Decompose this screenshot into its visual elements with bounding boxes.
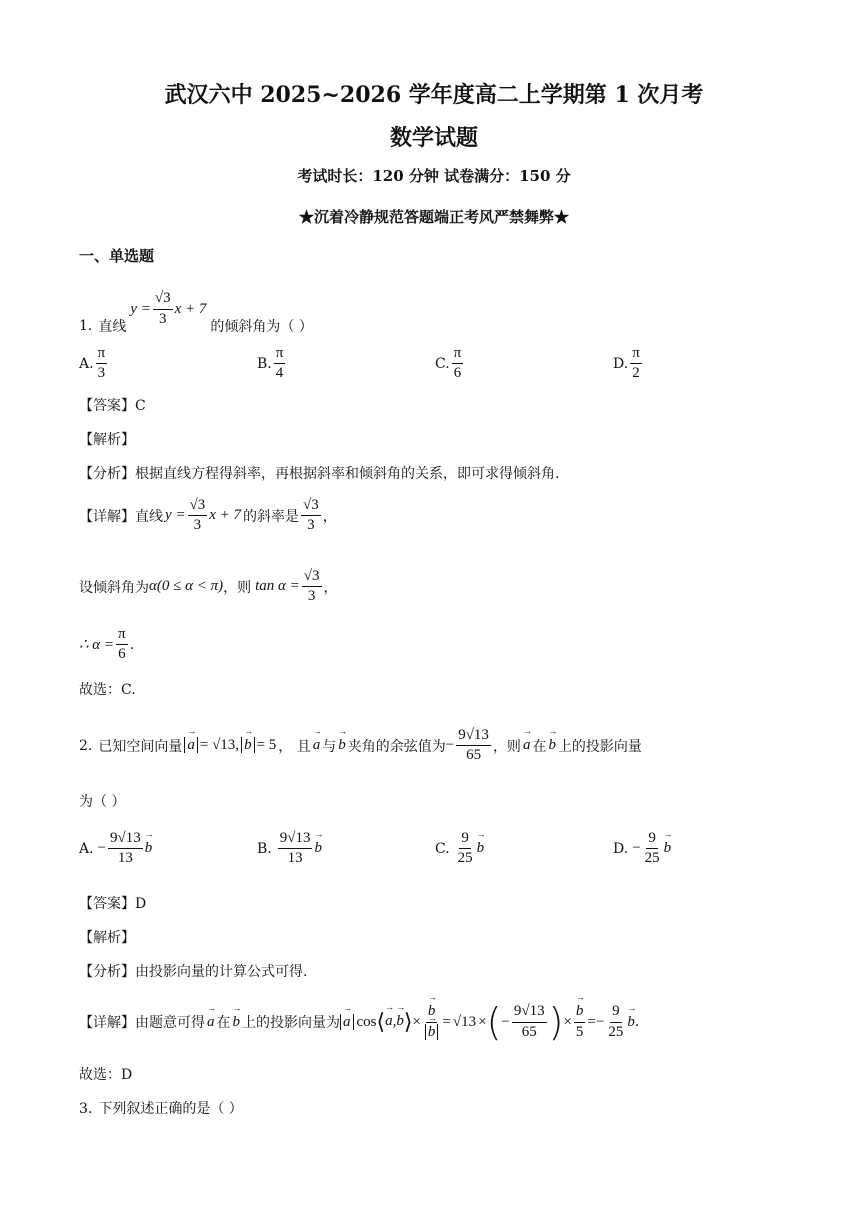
fraction-den: 3: [193, 517, 202, 534]
option-fraction: [456, 830, 475, 868]
option-b[interactable]: [257, 830, 435, 868]
fraction-den: 2: [632, 365, 640, 382]
analysis-tag: 【解析】: [79, 930, 135, 946]
option-fraction: [278, 830, 313, 868]
question-text: 与: [322, 738, 337, 755]
option-fraction: [643, 830, 662, 868]
question-text: 直线: [98, 319, 127, 335]
question-text: 上的投影向量: [557, 738, 642, 755]
fraction-num: π: [96, 345, 108, 364]
question-text: 已知空间向量: [98, 738, 183, 755]
norm-value: = 5: [256, 737, 277, 754]
tan-expression: tan α =: [255, 578, 300, 595]
option-fraction: [96, 345, 108, 383]
fraction-num: √3: [301, 497, 321, 516]
q1-options: [79, 345, 779, 383]
option-label: A.: [79, 840, 94, 857]
line-equation: [130, 290, 206, 328]
detail-text: 的斜率是: [243, 508, 300, 525]
option-c[interactable]: [435, 345, 613, 383]
option-sign: −: [632, 840, 641, 857]
option-sign: −: [97, 840, 107, 857]
eq-lhs: y =: [130, 300, 151, 317]
vector-b: → b: [548, 737, 556, 754]
vector-b: → b: [627, 1014, 635, 1031]
result-fraction: [606, 1003, 625, 1041]
option-d[interactable]: [613, 830, 773, 868]
vector-b: → b: [477, 840, 485, 857]
equals-sign: =: [587, 1013, 596, 1030]
question-text: ， 且: [278, 738, 311, 755]
vector-a-norm: → a: [184, 737, 198, 754]
answer-line: 【答案】D: [79, 896, 147, 912]
punctuation: .: [129, 636, 135, 653]
vector-b: → b: [145, 840, 153, 857]
therefore-expression: ∴ α =: [79, 637, 115, 654]
fraction-num: √3: [188, 497, 208, 516]
cos-fraction: [456, 727, 491, 765]
question-2-stem: [79, 727, 642, 765]
q2-detail-line: [79, 992, 639, 1052]
vector-a: → a: [313, 737, 321, 754]
fraction-num: 9√13: [456, 727, 491, 746]
option-c[interactable]: [435, 830, 613, 868]
fraction-num: 9: [610, 1003, 622, 1022]
fraction-num: π: [116, 626, 128, 645]
detail-text: ，则: [223, 579, 252, 596]
option-fraction: [630, 345, 642, 383]
question-text: 夹角的余弦值为: [347, 738, 446, 755]
q2-options: [79, 830, 779, 868]
vector-b: → b: [338, 737, 346, 754]
question-number: 3.: [79, 1101, 93, 1117]
slope-fraction: [301, 497, 321, 535]
detail-text: 【详解】直线: [79, 508, 163, 525]
minus-sign: −: [445, 737, 455, 754]
fraction-den: 3: [307, 517, 315, 534]
sqrt-value: √13: [452, 1013, 477, 1030]
times-sign: ×: [563, 1013, 572, 1030]
question-text: 在: [532, 738, 547, 755]
result-fraction: [116, 626, 128, 664]
choose-line: 故选：D: [79, 1067, 133, 1083]
option-fraction: [274, 345, 286, 383]
option-label: B.: [257, 840, 272, 857]
question-number: 1.: [79, 318, 93, 334]
fraction-den: 6: [453, 365, 462, 382]
question-number: 2.: [79, 737, 93, 754]
fraction-den: 3: [307, 588, 316, 605]
fraction-den: 25: [644, 850, 660, 867]
detail-text: 在: [216, 1015, 231, 1031]
question-text: ，则: [492, 738, 521, 755]
b-over-5-fraction: → $\frac{b}{5}$: [574, 1003, 586, 1041]
option-label: C.: [435, 840, 450, 857]
fraction-den: 13: [117, 850, 133, 867]
vector-b-norm: → b: [241, 737, 255, 754]
option-label: D.: [613, 840, 629, 857]
minus-sign: −: [501, 1013, 510, 1030]
fraction-num: 9: [459, 830, 471, 849]
vector-b: → b: [314, 840, 322, 857]
fraction-den: 25: [608, 1023, 624, 1040]
tan-fraction: [302, 568, 322, 606]
cos-text: cos: [356, 1013, 377, 1030]
section-heading: 一、单选题: [79, 247, 155, 265]
fraction-num: π: [630, 345, 642, 364]
therefore-line: [79, 626, 134, 664]
answer-line: 【答案】C: [79, 398, 146, 414]
punctuation: ，: [322, 508, 337, 525]
exam-title: 武汉六中 2025~2026 学年度高二上学期第 1 次月考: [164, 82, 704, 108]
norm-value: = √13,: [199, 737, 240, 754]
option-d[interactable]: [613, 345, 773, 383]
equals-sign: =: [442, 1013, 451, 1030]
fraction-den: 4: [275, 365, 284, 382]
option-a[interactable]: [79, 830, 257, 868]
unit-vector-fraction: → b → b: [423, 1003, 441, 1041]
fraction-num: π: [452, 345, 464, 364]
option-a[interactable]: [79, 345, 257, 383]
option-b[interactable]: [257, 345, 435, 383]
fraction-den: 5: [575, 1023, 584, 1040]
vector-a: → a: [523, 737, 531, 754]
vector-a-norm: → a: [340, 1014, 354, 1031]
question-text-cont: 为（ ）: [79, 794, 126, 810]
fraction-num: 9√13: [108, 830, 143, 849]
exam-motto: ★沉着冷静规范答题端正考风严禁舞弊★: [298, 208, 569, 226]
option-label: C.: [435, 355, 450, 372]
question-text: 的倾斜角为（ ）: [210, 319, 313, 335]
question-text: 下列叙述正确的是（ ）: [98, 1101, 243, 1117]
fraction: [188, 497, 208, 535]
detail-text: 上的投影向量为: [242, 1015, 340, 1031]
choose-line: 故选：C.: [79, 682, 136, 698]
fraction: [153, 290, 173, 328]
vector-b: → b: [664, 840, 672, 857]
option-label: B.: [257, 355, 272, 372]
fraction-num: √3: [153, 290, 173, 309]
set-angle-line: [79, 568, 338, 606]
analysis-tag: 【解析】: [79, 432, 135, 448]
vector-a: → a: [207, 1014, 215, 1031]
fraction-den: 13: [287, 850, 303, 867]
fraction-num: 9√13: [278, 830, 313, 849]
analysis-summary: 【分析】由投影向量的计算公式可得.: [79, 964, 308, 980]
option-label: D.: [613, 355, 629, 372]
fraction-den: 65: [466, 747, 482, 764]
option-fraction: [108, 830, 143, 868]
line-equation: [165, 497, 241, 535]
fraction-den: 6: [118, 646, 126, 663]
option-fraction: [452, 345, 464, 383]
subject-title: 数学试题: [389, 125, 478, 151]
fraction-num: 9: [646, 830, 658, 849]
times-sign: ×: [412, 1013, 421, 1030]
times-sign: ×: [478, 1013, 487, 1030]
eq-lhs: y =: [165, 507, 186, 524]
detail-line: [79, 497, 337, 535]
fraction-num: 9√13: [512, 1003, 547, 1022]
cos-fraction: [512, 1003, 547, 1041]
fraction-den: 3: [97, 365, 106, 382]
question-3-stem: [79, 1098, 243, 1118]
angle-bracket: ⟨→ a,→ b⟩: [377, 1009, 413, 1035]
option-label: A.: [79, 355, 94, 372]
question-1-stem: [79, 282, 313, 336]
punctuation: .: [634, 1014, 640, 1030]
left-paren: (: [486, 1000, 502, 1044]
minus-sign: −: [595, 1013, 605, 1030]
detail-text: 设倾斜角为: [79, 579, 149, 596]
angle-range: α(0 ≤ α < π): [149, 578, 224, 595]
eq-rest: x + 7: [174, 300, 207, 317]
vector-b: → b: [233, 1014, 241, 1031]
fraction-den: 3: [159, 310, 167, 327]
fraction-num: π: [274, 345, 286, 364]
eq-rest: x + 7: [209, 507, 242, 524]
exam-info: 考试时长：120 分钟 试卷满分：150 分: [297, 167, 571, 185]
detail-text: 【详解】由题意可得: [79, 1015, 205, 1031]
punctuation: ，: [323, 579, 338, 596]
fraction-den: 65: [521, 1023, 537, 1040]
right-paren: ): [548, 1000, 564, 1044]
analysis-summary: 【分析】根据直线方程得斜率，再根据斜率和倾斜角的关系，即可求得倾斜角.: [79, 466, 560, 482]
fraction-den: 25: [457, 850, 473, 867]
fraction-num: √3: [302, 568, 322, 587]
